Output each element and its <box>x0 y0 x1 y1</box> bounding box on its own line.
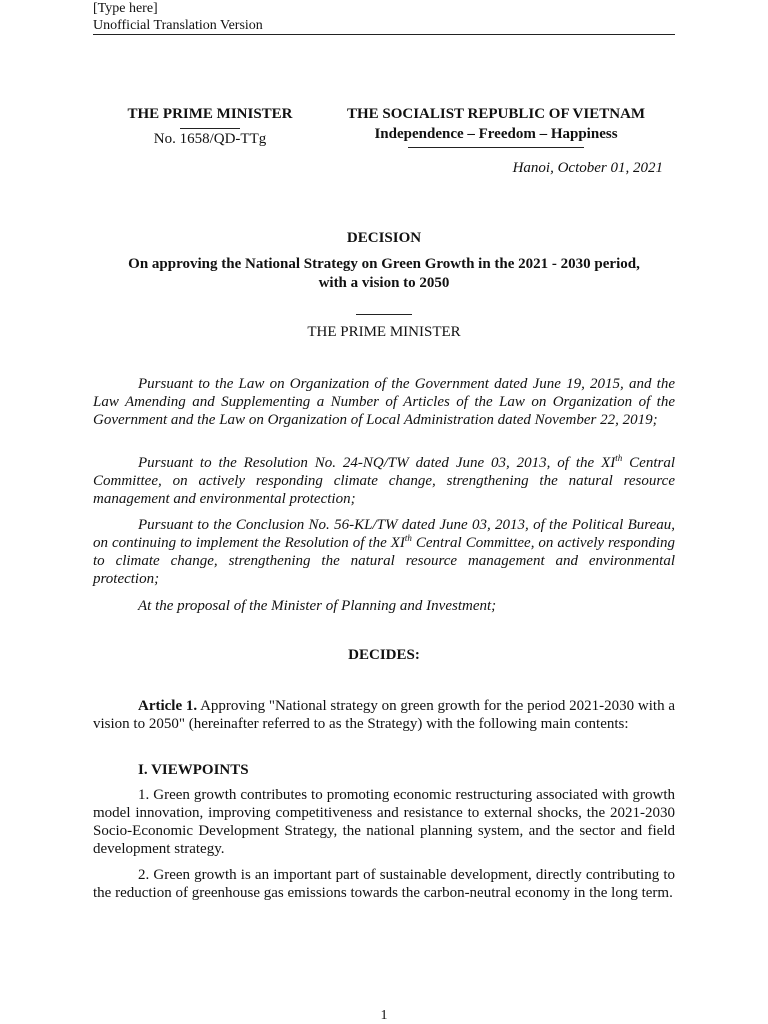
decision-title: DECISION <box>346 230 422 246</box>
document-number: No. 1658/QD-TTg <box>153 131 267 147</box>
decision-subtitle <box>93 255 675 293</box>
decision-subtitle-line1: On approving the National Strategy on Green Growth in the 2021 - 2030 period, <box>128 256 640 272</box>
decision-subtitle-line2: with a vision to 2050 <box>318 275 450 291</box>
issuer-heading: THE PRIME MINISTER <box>307 324 461 340</box>
preamble-resolution-text-b: Central Committee, on actively responding climate change, strengthening the natural resource management and environmental protection; <box>93 455 675 507</box>
preamble-resolution-text-a: Pursuant to the Resolution No. 24-NQ/TW dated June 03, 2013, of the XI <box>138 455 616 471</box>
page-header <box>93 0 675 34</box>
article-1-text: Approving "National strategy on green growth for the period 2021-2030 with a vision to 2050" (hereinafter referred to as the Strategy) with the following main contents: <box>93 698 676 732</box>
preamble-proposal: At the proposal of the Minister of Planning and Investment; <box>138 598 497 614</box>
article-1 <box>93 697 675 733</box>
preamble-law-organization: Pursuant to the Law on Organization of the Government dated June 19, 2015, and the Law Amending and Supplementing a Number of Articles of the Law on Organization of the Government and the Law on Organization of Local Administration dated November 22, 2019; <box>93 376 675 428</box>
title-divider <box>356 314 412 315</box>
ordinal-suffix: th <box>615 453 623 463</box>
article-1-label: Article 1. <box>138 698 198 714</box>
header-placeholder: [Type here] <box>93 1 158 16</box>
viewpoint-1: 1. Green growth contributes to promoting economic restructuring associated with growth model innovation, improving competitiveness and resistance to external shocks, the 2021-2030 Socio-Economic Development Strategy, the national planning system, and the sector and field development strategy. <box>93 787 675 857</box>
place-and-date: Hanoi, October 01, 2021 <box>512 160 663 176</box>
decides-heading: DECIDES: <box>348 647 420 663</box>
preamble-conclusion-text-a: Pursuant to the Conclusion No. 56-KL/TW dated June 03, 2013, of the Political Bureau, on continuing to implement the Resolution of the XI <box>93 517 675 551</box>
header-divider <box>93 34 675 35</box>
motto-underline <box>408 147 584 148</box>
preamble-conclusion <box>93 516 675 588</box>
left-heading <box>100 104 320 149</box>
header-subtitle: Unofficial Translation Version <box>93 18 263 33</box>
viewpoint-2: 2. Green growth is an important part of sustainable development, directly contributing to the reduction of greenhouse gas emissions towards the carbon-neutral economy in the long term. <box>93 867 675 901</box>
preamble-resolution <box>93 454 675 508</box>
national-motto: Independence – Freedom – Happiness <box>374 126 618 142</box>
page-number: 1 <box>380 1008 388 1023</box>
right-heading <box>318 104 674 148</box>
preamble-conclusion-text-b: Central Committee, on actively responding to climate change, strengthening the natural resource management and environmental protection; <box>93 535 675 587</box>
country-name: THE SOCIALIST REPUBLIC OF VIETNAM <box>346 106 646 122</box>
issuing-organization: THE PRIME MINISTER <box>127 106 293 122</box>
ordinal-suffix: th <box>404 533 412 543</box>
section-heading-viewpoints: I. VIEWPOINTS <box>138 762 249 778</box>
